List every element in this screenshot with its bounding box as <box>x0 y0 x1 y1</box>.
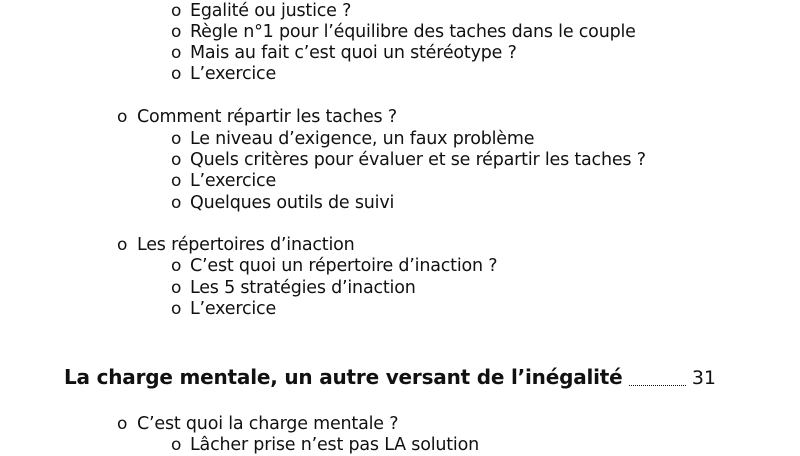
sub-bullet: o <box>171 64 182 84</box>
toc-chapter-entry[interactable] <box>64 364 716 391</box>
toc-subitem: Egalité ou justice ? <box>190 1 352 21</box>
toc-subitem: Les 5 stratégies d’inaction <box>190 278 416 298</box>
sub-bullet: o <box>171 193 182 213</box>
section-bullet: o <box>117 414 128 434</box>
sub-bullet: o <box>171 256 182 276</box>
sub-bullet: o <box>171 299 182 319</box>
toc-subitem: Quels critères pour évaluer et se répartir les taches ? <box>190 150 646 170</box>
toc-subitem: L’exercice <box>190 64 277 84</box>
toc-section-title: Les répertoires d’inaction <box>137 235 355 255</box>
toc-subitem: L’exercice <box>190 171 277 191</box>
sub-bullet: o <box>171 278 182 298</box>
sub-bullet: o <box>171 1 182 21</box>
toc-section-title: C’est quoi la charge mentale ? <box>137 414 399 434</box>
toc-subitem: Mais au fait c’est quoi un stéréotype ? <box>190 43 517 63</box>
section-bullet: o <box>117 107 128 127</box>
chapter-page-number: 31 <box>691 367 716 389</box>
toc-subitem: Quelques outils de suivi <box>190 193 395 213</box>
chapter-title: La charge mentale, un autre versant de l’inégalité <box>64 365 623 389</box>
sub-bullet: o <box>171 171 182 191</box>
sub-bullet: o <box>171 129 182 149</box>
toc-subitem: Le niveau d’exigence, un faux problème <box>190 129 535 149</box>
sub-bullet: o <box>171 22 182 42</box>
toc-subitem: C’est quoi un répertoire d’inaction ? <box>190 256 498 276</box>
section-bullet: o <box>117 235 128 255</box>
sub-bullet: o <box>171 43 182 63</box>
dotted-leader <box>629 384 686 386</box>
sub-bullet: o <box>171 150 182 170</box>
toc-subitem: Lâcher prise n’est pas LA solution <box>190 435 479 455</box>
toc-subitem: Règle n°1 pour l’équilibre des taches dans le couple <box>190 22 636 42</box>
sub-bullet: o <box>171 435 182 455</box>
toc-section-title: Comment répartir les taches ? <box>137 107 397 127</box>
toc-subitem: L’exercice <box>190 299 277 319</box>
